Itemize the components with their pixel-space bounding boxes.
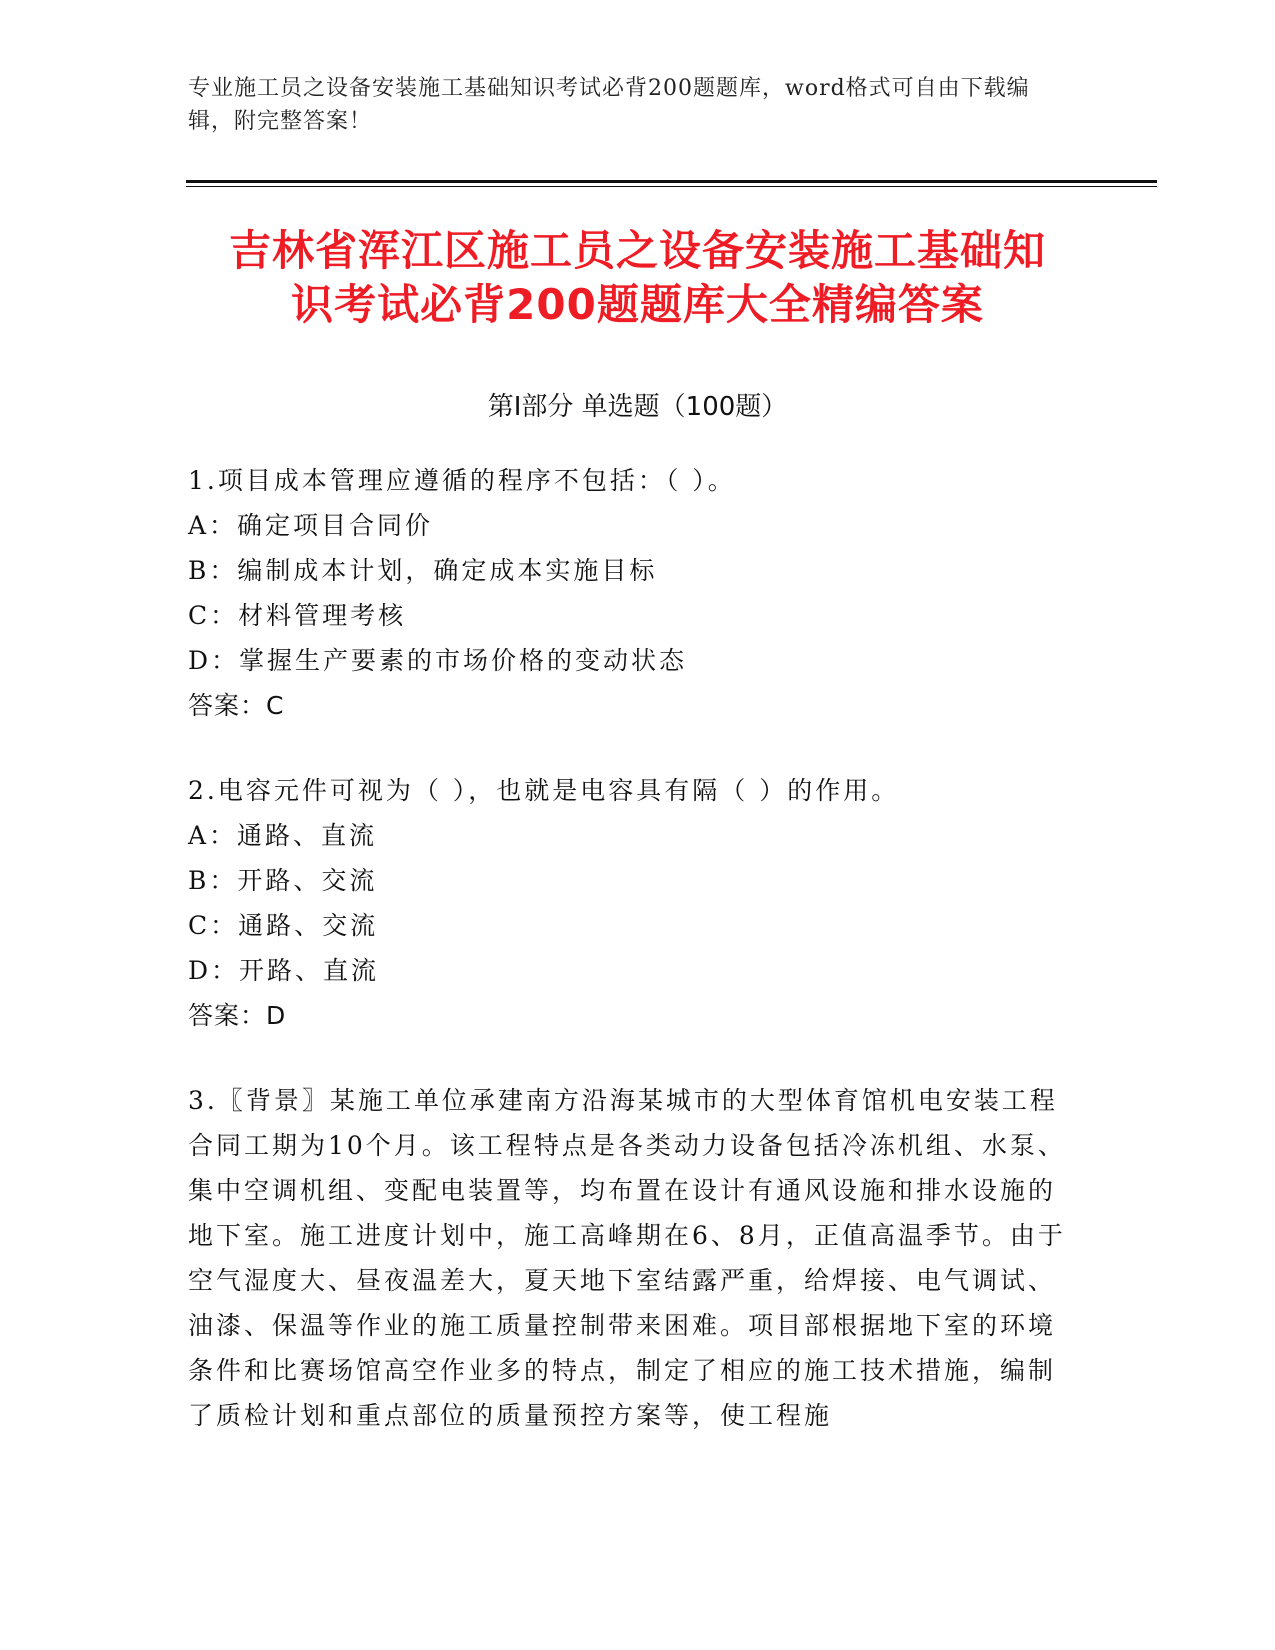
document-title xyxy=(150,224,1125,332)
option-c: C：通路、交流 xyxy=(188,911,379,940)
question-stem: 3.〖背景〗某施工单位承建南方沿海某城市的大型体育馆机电安装工程合同工期为10个月。该工程特点是各类动力设备包括冷冻机组、水泵、集中空调机组、变配电装置等，均布置在设计有通风设施和排水设施的地下室。施工进度计划中，施工高峰期在6、8月，正值高温季节。由于空气湿度大、昼夜温差大，夏天地下室结露严重，给焊接、电气调试、油漆、保温等作业的施工质量控制带来困难。项目部根据地下室的环境条件和比赛场馆高空作业多的特点，制定了相应的施工技术措施，编制了质检计划和重点部位的质量预控方案等，使工程施 xyxy=(188,1086,1066,1430)
option-a: A：通路、直流 xyxy=(188,821,378,850)
option-d: D：开路、直流 xyxy=(188,956,380,985)
header-divider-thick xyxy=(186,180,1157,183)
question-3 xyxy=(188,1078,1068,1438)
option-c: C：材料管理考核 xyxy=(188,601,407,630)
option-b: B：开路、交流 xyxy=(188,866,378,895)
header-divider-thin xyxy=(186,186,1157,187)
answer: 答案：C xyxy=(188,691,285,720)
answer: 答案：D xyxy=(188,1001,287,1030)
option-d: D：掌握生产要素的市场价格的变动状态 xyxy=(188,646,688,675)
question-stem: 1.项目成本管理应遵循的程序不包括：（ ）。 xyxy=(188,466,736,495)
title-line-2: 识考试必背200题题库大全精编答案 xyxy=(291,280,984,329)
option-a: A：确定项目合同价 xyxy=(188,511,434,540)
option-b: B：编制成本计划，确定成本实施目标 xyxy=(188,556,658,585)
question-2 xyxy=(188,768,1068,1038)
question-stem: 2.电容元件可视为（ ），也就是电容具有隔（ ）的作用。 xyxy=(188,776,900,805)
question-1 xyxy=(188,458,1068,728)
section-heading: 第Ⅰ部分 单选题（100题） xyxy=(487,392,788,422)
title-line-1: 吉林省浑江区施工员之设备安装施工基础知 xyxy=(228,226,1046,275)
header-note: 专业施工员之设备安装施工基础知识考试必背200题题库，word格式可自由下载编辑，附完整答案！ xyxy=(188,76,1030,134)
